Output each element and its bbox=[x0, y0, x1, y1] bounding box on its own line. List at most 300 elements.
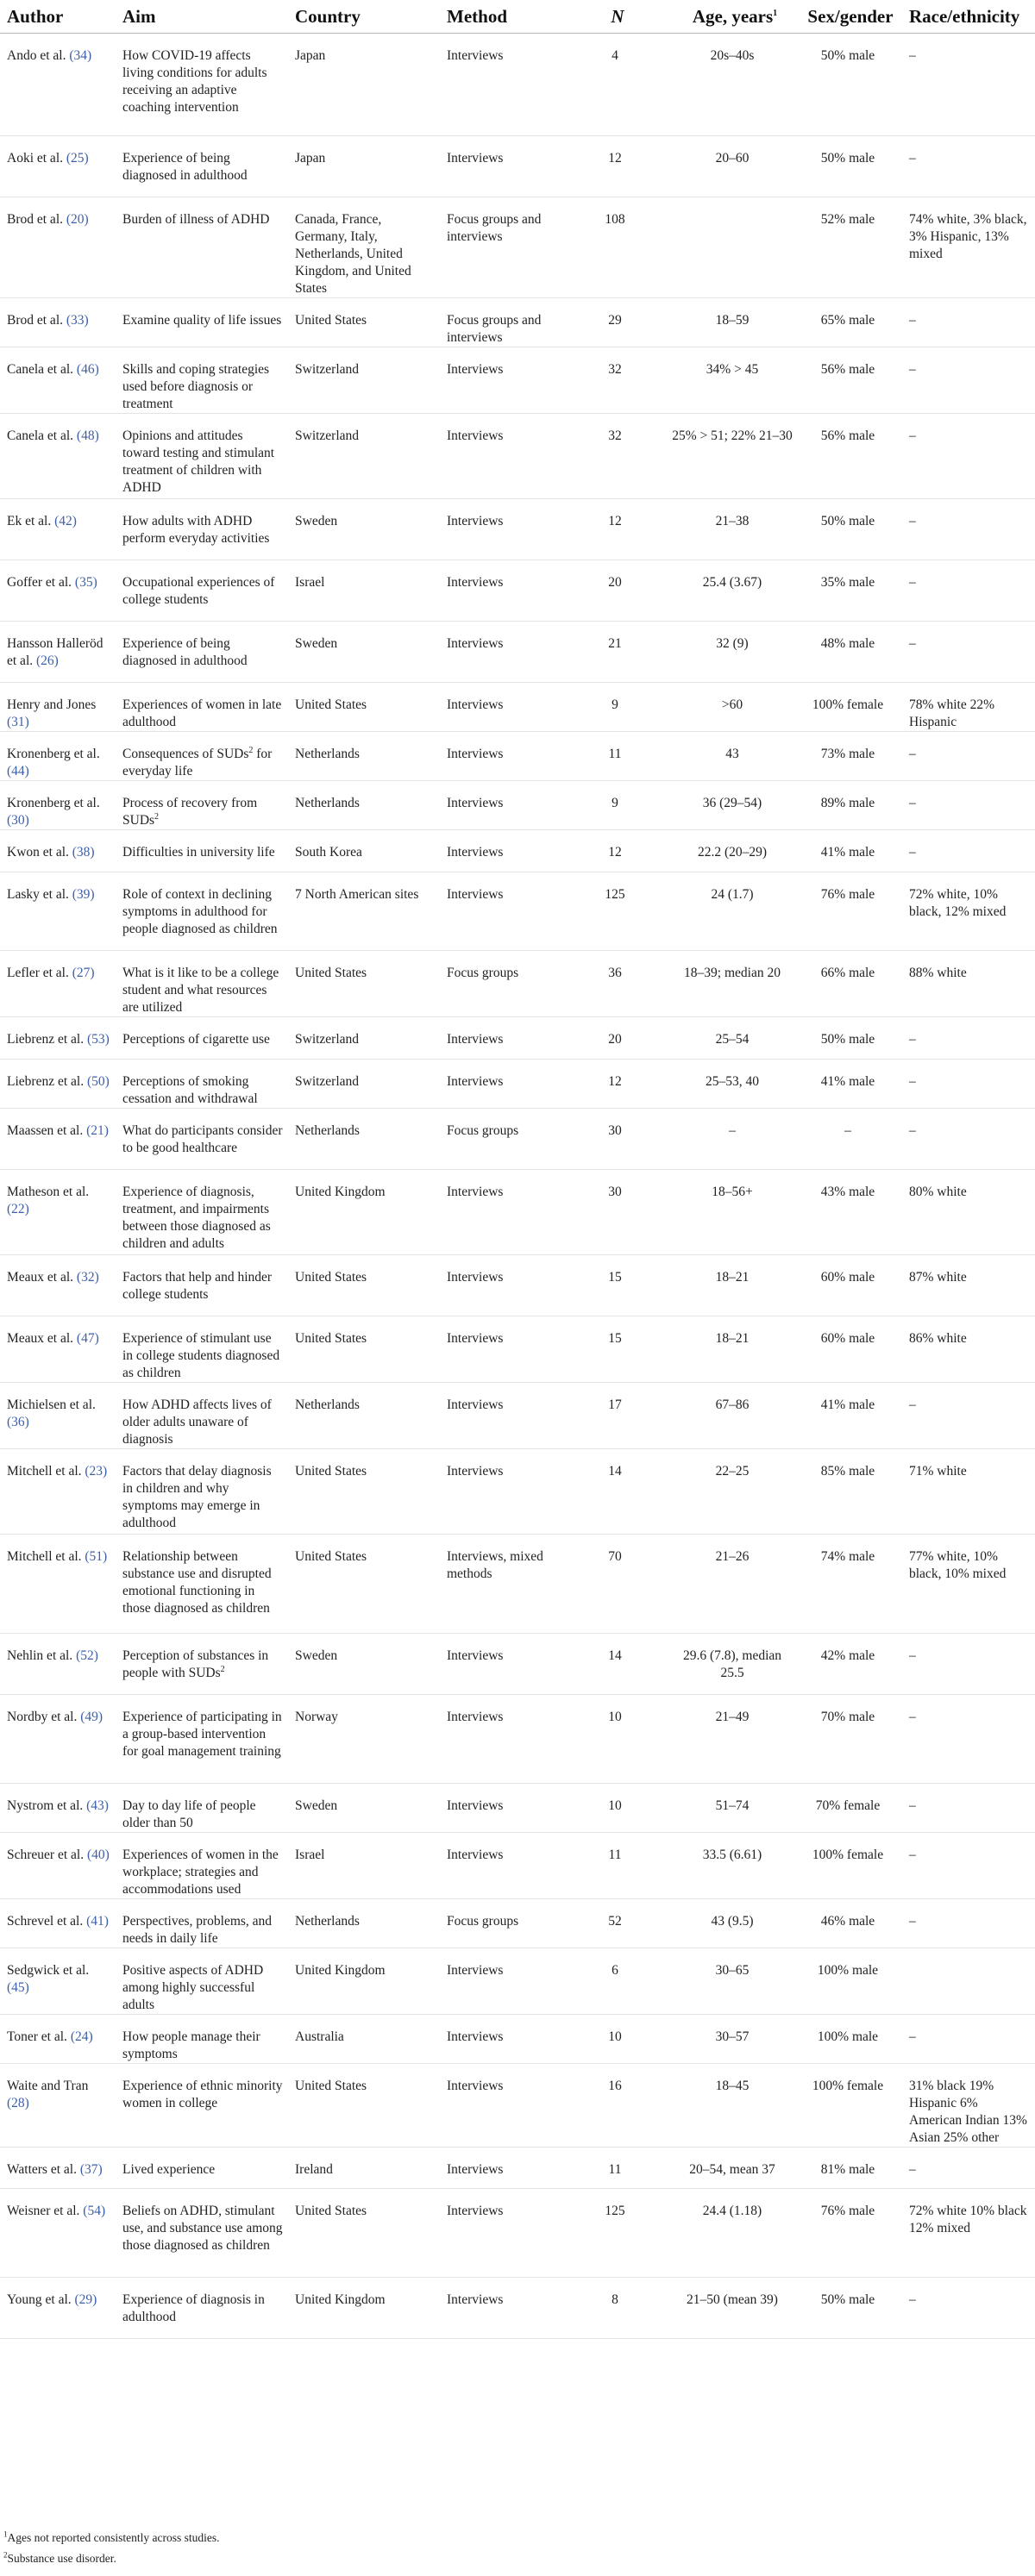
cell-author: Matheson et al. (22) bbox=[0, 1170, 116, 1255]
cell-age: – bbox=[671, 1109, 799, 1170]
citation-link[interactable]: (23) bbox=[85, 1464, 108, 1479]
table-row bbox=[0, 1109, 1035, 1170]
cell-race: – bbox=[902, 1634, 1035, 1695]
cell-aim: Positive aspects of ADHD among highly successful adults bbox=[116, 1948, 288, 2015]
cell-age: 21–50 (mean 39) bbox=[671, 2278, 799, 2339]
citation-link[interactable]: (37) bbox=[79, 2162, 103, 2177]
cell-age: 22–25 bbox=[671, 1449, 799, 1535]
cell-method: Interviews bbox=[440, 2064, 564, 2148]
citation-link[interactable]: (28) bbox=[7, 2096, 29, 2110]
cell-n: 11 bbox=[564, 1833, 671, 1899]
cell-n: 9 bbox=[564, 781, 671, 830]
cell-n: 10 bbox=[564, 2015, 671, 2064]
table-header-row bbox=[0, 0, 1035, 34]
cell-author: Kwon et al. (38) bbox=[0, 830, 116, 872]
table-row bbox=[0, 781, 1035, 830]
citation-link[interactable]: (30) bbox=[7, 813, 29, 828]
citation-link[interactable]: (34) bbox=[69, 48, 92, 63]
cell-country: Switzerland bbox=[288, 414, 440, 499]
cell-sex: 85% male bbox=[799, 1449, 902, 1535]
cell-method: Interviews bbox=[440, 1316, 564, 1383]
cell-age: 20–60 bbox=[671, 136, 799, 197]
cell-country: Israel bbox=[288, 1833, 440, 1899]
header-age: Age, years$^1$ bbox=[671, 0, 799, 34]
citation-link[interactable]: (39) bbox=[72, 887, 95, 902]
cell-sex: 48% male bbox=[799, 622, 902, 683]
citation-link[interactable]: (25) bbox=[66, 151, 89, 166]
cell-n: 8 bbox=[564, 2278, 671, 2339]
cell-aim: Perception of substances in people with SUDs$^2$ bbox=[116, 1634, 288, 1695]
cell-country: United States bbox=[288, 2064, 440, 2148]
cell-age: 43 (9.5) bbox=[671, 1899, 799, 1948]
table-row bbox=[0, 2064, 1035, 2148]
cell-aim: Opinions and attitudes toward testing and stimulant treatment of children with ADHD bbox=[116, 414, 288, 499]
cell-sex: 50% male bbox=[799, 34, 902, 136]
cell-method: Interviews bbox=[440, 2189, 564, 2278]
cell-age: 24 (1.7) bbox=[671, 872, 799, 951]
cell-author: Kronenberg et al. (44) bbox=[0, 732, 116, 781]
cell-aim: Occupational experiences of college students bbox=[116, 560, 288, 622]
cell-aim: How people manage their symptoms bbox=[116, 2015, 288, 2064]
cell-n: 12 bbox=[564, 830, 671, 872]
cell-sex: 73% male bbox=[799, 732, 902, 781]
cell-n: 4 bbox=[564, 34, 671, 136]
cell-sex: 60% male bbox=[799, 1316, 902, 1383]
cell-n: 108 bbox=[564, 197, 671, 298]
cell-sex: 35% male bbox=[799, 560, 902, 622]
cell-aim: What is it like to be a college student and what resources are utilized bbox=[116, 951, 288, 1017]
table-row bbox=[0, 197, 1035, 298]
cell-aim: Difficulties in university life bbox=[116, 830, 288, 872]
table-row bbox=[0, 872, 1035, 951]
cell-race bbox=[902, 1948, 1035, 2015]
cell-age: 67–86 bbox=[671, 1383, 799, 1449]
citation-link[interactable]: (35) bbox=[74, 575, 97, 590]
cell-aim: Experience of diagnosis, treatment, and impairments between those diagnosed as children and adults bbox=[116, 1170, 288, 1255]
cell-race: – bbox=[902, 622, 1035, 683]
citation-link[interactable]: (22) bbox=[7, 1202, 29, 1216]
cell-sex: 43% male bbox=[799, 1170, 902, 1255]
cell-sex: 50% male bbox=[799, 2278, 902, 2339]
cell-n: 20 bbox=[564, 1017, 671, 1060]
cell-author: Nordby et al. (49) bbox=[0, 1695, 116, 1784]
cell-aim: Perceptions of smoking cessation and withdrawal bbox=[116, 1060, 288, 1109]
table-row bbox=[0, 2278, 1035, 2339]
cell-author: Sedgwick et al. (45) bbox=[0, 1948, 116, 2015]
cell-method: Focus groups bbox=[440, 951, 564, 1017]
cell-country: Norway bbox=[288, 1695, 440, 1784]
cell-aim: Skills and coping strategies used before diagnosis or treatment bbox=[116, 347, 288, 414]
cell-author: Watters et al. (37) bbox=[0, 2148, 116, 2189]
cell-method: Interviews bbox=[440, 1170, 564, 1255]
cell-sex: 50% male bbox=[799, 499, 902, 560]
cell-sex: 100% female bbox=[799, 683, 902, 732]
cell-author: Nehlin et al. (52) bbox=[0, 1634, 116, 1695]
cell-sex: 41% male bbox=[799, 1060, 902, 1109]
cell-race: 86% white bbox=[902, 1316, 1035, 1383]
citation-link[interactable]: (52) bbox=[76, 1648, 98, 1663]
cell-method: Interviews bbox=[440, 1634, 564, 1695]
cell-author: Canela et al. (46) bbox=[0, 347, 116, 414]
cell-race: – bbox=[902, 499, 1035, 560]
cell-country: Sweden bbox=[288, 622, 440, 683]
table-row bbox=[0, 1383, 1035, 1449]
citation-link[interactable]: (20) bbox=[66, 212, 89, 227]
cell-country: United States bbox=[288, 683, 440, 732]
cell-age: 36 (29–54) bbox=[671, 781, 799, 830]
cell-author: Hansson Halleröd et al. (26) bbox=[0, 622, 116, 683]
cell-method: Interviews bbox=[440, 1948, 564, 2015]
table-row bbox=[0, 499, 1035, 560]
citation-link[interactable]: (45) bbox=[7, 1980, 29, 1995]
cell-sex: 46% male bbox=[799, 1899, 902, 1948]
table-row bbox=[0, 2189, 1035, 2278]
cell-race: 77% white, 10% black, 10% mixed bbox=[902, 1535, 1035, 1634]
cell-sex: 74% male bbox=[799, 1535, 902, 1634]
cell-method: Interviews bbox=[440, 622, 564, 683]
cell-country: Japan bbox=[288, 136, 440, 197]
cell-country: United Kingdom bbox=[288, 2278, 440, 2339]
cell-race: 74% white, 3% black, 3% Hispanic, 13% mixed bbox=[902, 197, 1035, 298]
cell-country: Netherlands bbox=[288, 732, 440, 781]
cell-method: Interviews bbox=[440, 1255, 564, 1316]
cell-sex: – bbox=[799, 1109, 902, 1170]
citation-link[interactable]: (21) bbox=[86, 1123, 109, 1138]
cell-author: Ando et al. (34) bbox=[0, 34, 116, 136]
citation-link[interactable]: (50) bbox=[86, 1074, 110, 1089]
cell-method: Focus groups bbox=[440, 1899, 564, 1948]
cell-n: 15 bbox=[564, 1255, 671, 1316]
table-row bbox=[0, 1316, 1035, 1383]
cell-author: Lefler et al. (27) bbox=[0, 951, 116, 1017]
cell-age: 18–59 bbox=[671, 298, 799, 347]
cell-n: 12 bbox=[564, 136, 671, 197]
cell-author: Liebrenz et al. (50) bbox=[0, 1060, 116, 1109]
cell-aim: Factors that help and hinder college students bbox=[116, 1255, 288, 1316]
cell-aim: Day to day life of people older than 50 bbox=[116, 1784, 288, 1833]
cell-method: Interviews bbox=[440, 2278, 564, 2339]
footnote-mark: 2 bbox=[154, 811, 160, 822]
cell-aim: How ADHD affects lives of older adults unaware of diagnosis bbox=[116, 1383, 288, 1449]
table-row bbox=[0, 298, 1035, 347]
cell-sex: 66% male bbox=[799, 951, 902, 1017]
cell-sex: 50% male bbox=[799, 136, 902, 197]
table-row bbox=[0, 622, 1035, 683]
table-row bbox=[0, 414, 1035, 499]
cell-author: Toner et al. (24) bbox=[0, 2015, 116, 2064]
citation-link[interactable]: (32) bbox=[76, 1270, 99, 1285]
table-row bbox=[0, 347, 1035, 414]
cell-aim: Experience of being diagnosed in adulthood bbox=[116, 136, 288, 197]
footnote: $^2$Substance use disorder. bbox=[3, 2550, 116, 2565]
cell-author: Schrevel et al. (41) bbox=[0, 1899, 116, 1948]
cell-race: – bbox=[902, 1784, 1035, 1833]
citation-link[interactable]: (48) bbox=[76, 428, 99, 443]
cell-author: Canela et al. (48) bbox=[0, 414, 116, 499]
cell-age: 33.5 (6.61) bbox=[671, 1833, 799, 1899]
header-author: Author bbox=[0, 0, 116, 34]
cell-method: Focus groups and interviews bbox=[440, 298, 564, 347]
cell-country: Sweden bbox=[288, 1634, 440, 1695]
cell-n: 6 bbox=[564, 1948, 671, 2015]
citation-link[interactable]: (54) bbox=[83, 2204, 106, 2218]
cell-sex: 70% male bbox=[799, 1695, 902, 1784]
table-row bbox=[0, 34, 1035, 136]
cell-aim: Perceptions of cigarette use bbox=[116, 1017, 288, 1060]
cell-country: Ireland bbox=[288, 2148, 440, 2189]
citation-link[interactable]: (42) bbox=[54, 514, 77, 528]
cell-age: 34% > 45 bbox=[671, 347, 799, 414]
cell-race: – bbox=[902, 414, 1035, 499]
cell-method: Interviews bbox=[440, 1695, 564, 1784]
cell-author: Meaux et al. (32) bbox=[0, 1255, 116, 1316]
citation-link[interactable]: (51) bbox=[85, 1549, 108, 1564]
cell-age: 25–53, 40 bbox=[671, 1060, 799, 1109]
cell-country: Netherlands bbox=[288, 1383, 440, 1449]
cell-author: Lasky et al. (39) bbox=[0, 872, 116, 951]
cell-race: 78% white 22% Hispanic bbox=[902, 683, 1035, 732]
footnote: $^1$Ages not reported consistently across studies. bbox=[3, 2529, 220, 2544]
cell-n: 52 bbox=[564, 1899, 671, 1948]
cell-author: Weisner et al. (54) bbox=[0, 2189, 116, 2278]
cell-method: Interviews bbox=[440, 136, 564, 197]
cell-n: 12 bbox=[564, 1060, 671, 1109]
cell-age: 30–57 bbox=[671, 2015, 799, 2064]
cell-aim: Relationship between substance use and disrupted emotional functioning in those diagnosed as children bbox=[116, 1535, 288, 1634]
cell-country: United States bbox=[288, 1316, 440, 1383]
cell-country: United States bbox=[288, 951, 440, 1017]
citation-link[interactable]: (36) bbox=[7, 1415, 29, 1429]
cell-n: 11 bbox=[564, 2148, 671, 2189]
citation-link[interactable]: (53) bbox=[86, 1032, 110, 1047]
cell-race: – bbox=[902, 781, 1035, 830]
cell-country: Canada, France, Germany, Italy, Netherlands, United Kingdom, and United States bbox=[288, 197, 440, 298]
header-n: N bbox=[564, 0, 671, 34]
cell-country: United States bbox=[288, 2189, 440, 2278]
cell-aim: Examine quality of life issues bbox=[116, 298, 288, 347]
cell-aim: Process of recovery from SUDs$^2$ bbox=[116, 781, 288, 830]
cell-race: – bbox=[902, 2015, 1035, 2064]
cell-age: 20s–40s bbox=[671, 34, 799, 136]
cell-n: 9 bbox=[564, 683, 671, 732]
cell-n: 11 bbox=[564, 732, 671, 781]
cell-method: Interviews bbox=[440, 830, 564, 872]
cell-aim: How COVID-19 affects living conditions for adults receiving an adaptive coaching intervention bbox=[116, 34, 288, 136]
cell-sex: 76% male bbox=[799, 872, 902, 951]
cell-sex: 60% male bbox=[799, 1255, 902, 1316]
header-race: Race/ethnicity bbox=[902, 0, 1035, 34]
cell-race: – bbox=[902, 1060, 1035, 1109]
cell-aim: Experience of diagnosis in adulthood bbox=[116, 2278, 288, 2339]
cell-aim: Factors that delay diagnosis in children and why symptoms may emerge in adulthood bbox=[116, 1449, 288, 1535]
cell-author: Aoki et al. (25) bbox=[0, 136, 116, 197]
cell-method: Interviews bbox=[440, 1784, 564, 1833]
cell-race: – bbox=[902, 560, 1035, 622]
cell-aim: Experience of ethnic minority women in college bbox=[116, 2064, 288, 2148]
cell-race: – bbox=[902, 732, 1035, 781]
cell-aim: Role of context in declining symptoms in adulthood for people diagnosed as children bbox=[116, 872, 288, 951]
cell-country: South Korea bbox=[288, 830, 440, 872]
citation-link[interactable]: (24) bbox=[70, 2029, 93, 2044]
cell-author: Nystrom et al. (43) bbox=[0, 1784, 116, 1833]
cell-race: – bbox=[902, 34, 1035, 136]
cell-n: 10 bbox=[564, 1784, 671, 1833]
cell-country: Netherlands bbox=[288, 1899, 440, 1948]
cell-age: 51–74 bbox=[671, 1784, 799, 1833]
citation-link[interactable]: (29) bbox=[74, 2292, 97, 2307]
cell-n: 21 bbox=[564, 622, 671, 683]
cell-aim: What do participants consider to be good healthcare bbox=[116, 1109, 288, 1170]
cell-aim: Experience of being diagnosed in adulthood bbox=[116, 622, 288, 683]
cell-sex: 65% male bbox=[799, 298, 902, 347]
cell-n: 17 bbox=[564, 1383, 671, 1449]
cell-race: – bbox=[902, 1833, 1035, 1899]
header-aim: Aim bbox=[116, 0, 288, 34]
table-row bbox=[0, 2015, 1035, 2064]
cell-author: Mitchell et al. (23) bbox=[0, 1449, 116, 1535]
cell-aim: Consequences of SUDs$^2$ for everyday life bbox=[116, 732, 288, 781]
cell-race: 71% white bbox=[902, 1449, 1035, 1535]
cell-age: 18–56+ bbox=[671, 1170, 799, 1255]
table-row bbox=[0, 683, 1035, 732]
cell-method: Interviews bbox=[440, 1449, 564, 1535]
cell-race: – bbox=[902, 136, 1035, 197]
cell-country: Australia bbox=[288, 2015, 440, 2064]
cell-country: United Kingdom bbox=[288, 1948, 440, 2015]
cell-n: 14 bbox=[564, 1634, 671, 1695]
citation-link[interactable]: (27) bbox=[72, 966, 95, 980]
cell-method: Interviews bbox=[440, 1833, 564, 1899]
cell-sex: 100% female bbox=[799, 2064, 902, 2148]
cell-method: Interviews bbox=[440, 872, 564, 951]
cell-sex: 81% male bbox=[799, 2148, 902, 2189]
cell-race: – bbox=[902, 2148, 1035, 2189]
cell-method: Interviews bbox=[440, 560, 564, 622]
citation-link[interactable]: (47) bbox=[76, 1331, 99, 1346]
cell-age: >60 bbox=[671, 683, 799, 732]
cell-aim: How adults with ADHD perform everyday activities bbox=[116, 499, 288, 560]
cell-age bbox=[671, 197, 799, 298]
citation-link[interactable]: (40) bbox=[86, 1848, 110, 1862]
cell-age: 30–65 bbox=[671, 1948, 799, 2015]
cell-n: 36 bbox=[564, 951, 671, 1017]
cell-n: 14 bbox=[564, 1449, 671, 1535]
table-row bbox=[0, 1255, 1035, 1316]
cell-age: 18–21 bbox=[671, 1316, 799, 1383]
cell-author: Young et al. (29) bbox=[0, 2278, 116, 2339]
cell-sex: 100% male bbox=[799, 1948, 902, 2015]
cell-author: Goffer et al. (35) bbox=[0, 560, 116, 622]
cell-method: Interviews bbox=[440, 732, 564, 781]
cell-age: 21–49 bbox=[671, 1695, 799, 1784]
cell-age: 25% > 51; 22% 21–30 bbox=[671, 414, 799, 499]
cell-country: Sweden bbox=[288, 1784, 440, 1833]
cell-aim: Experience of participating in a group-based intervention for goal management training bbox=[116, 1695, 288, 1784]
cell-aim: Experience of stimulant use in college students diagnosed as children bbox=[116, 1316, 288, 1383]
cell-age: 20–54, mean 37 bbox=[671, 2148, 799, 2189]
citation-link[interactable]: (43) bbox=[86, 1798, 109, 1813]
cell-n: 10 bbox=[564, 1695, 671, 1784]
cell-method: Interviews bbox=[440, 1383, 564, 1449]
cell-n: 125 bbox=[564, 2189, 671, 2278]
cell-race: 31% black 19% Hispanic 6% American Indian 13% Asian 25% other bbox=[902, 2064, 1035, 2148]
table-row bbox=[0, 951, 1035, 1017]
cell-country: United States bbox=[288, 298, 440, 347]
cell-method: Interviews bbox=[440, 2015, 564, 2064]
citation-link[interactable]: (44) bbox=[7, 764, 29, 778]
cell-author: Waite and Tran (28) bbox=[0, 2064, 116, 2148]
cell-race: 72% white, 10% black, 12% mixed bbox=[902, 872, 1035, 951]
cell-author: Schreuer et al. (40) bbox=[0, 1833, 116, 1899]
cell-n: 30 bbox=[564, 1170, 671, 1255]
cell-n: 70 bbox=[564, 1535, 671, 1634]
cell-country: Netherlands bbox=[288, 1109, 440, 1170]
cell-age: 25.4 (3.67) bbox=[671, 560, 799, 622]
cell-race: – bbox=[902, 1017, 1035, 1060]
cell-age: 43 bbox=[671, 732, 799, 781]
cell-author: Maassen et al. (21) bbox=[0, 1109, 116, 1170]
cell-age: 29.6 (7.8), median 25.5 bbox=[671, 1634, 799, 1695]
cell-race: – bbox=[902, 830, 1035, 872]
table-row bbox=[0, 2148, 1035, 2189]
cell-sex: 89% male bbox=[799, 781, 902, 830]
cell-author: Brod et al. (20) bbox=[0, 197, 116, 298]
table-row bbox=[0, 1060, 1035, 1109]
table-row bbox=[0, 732, 1035, 781]
cell-country: Switzerland bbox=[288, 1060, 440, 1109]
cell-n: 125 bbox=[564, 872, 671, 951]
table-row bbox=[0, 830, 1035, 872]
citation-link[interactable]: (26) bbox=[36, 653, 59, 668]
cell-author: Meaux et al. (47) bbox=[0, 1316, 116, 1383]
cell-aim: Perspectives, problems, and needs in daily life bbox=[116, 1899, 288, 1948]
cell-n: 30 bbox=[564, 1109, 671, 1170]
cell-country: Sweden bbox=[288, 499, 440, 560]
cell-age: 25–54 bbox=[671, 1017, 799, 1060]
cell-race: 88% white bbox=[902, 951, 1035, 1017]
cell-author: Kronenberg et al. (30) bbox=[0, 781, 116, 830]
citation-link[interactable]: (33) bbox=[66, 313, 89, 328]
table-row bbox=[0, 1634, 1035, 1695]
cell-race: – bbox=[902, 1109, 1035, 1170]
header-country: Country bbox=[288, 0, 440, 34]
cell-aim: Experiences of women in the workplace; strategies and accommodations used bbox=[116, 1833, 288, 1899]
cell-method: Interviews bbox=[440, 1060, 564, 1109]
cell-author: Henry and Jones (31) bbox=[0, 683, 116, 732]
citation-link[interactable]: (46) bbox=[76, 362, 99, 377]
footnote-mark: 2 bbox=[220, 1664, 225, 1674]
cell-sex: 100% female bbox=[799, 1833, 902, 1899]
citation-link[interactable]: (31) bbox=[7, 715, 29, 729]
cell-race: – bbox=[902, 298, 1035, 347]
cell-age: 21–26 bbox=[671, 1535, 799, 1634]
table-row bbox=[0, 1948, 1035, 2015]
cell-aim: Lived experience bbox=[116, 2148, 288, 2189]
cell-author: Michielsen et al. (36) bbox=[0, 1383, 116, 1449]
cell-method: Interviews bbox=[440, 499, 564, 560]
cell-sex: 56% male bbox=[799, 414, 902, 499]
cell-n: 16 bbox=[564, 2064, 671, 2148]
citation-link[interactable]: (49) bbox=[80, 1710, 104, 1724]
cell-method: Interviews bbox=[440, 2148, 564, 2189]
cell-age: 24.4 (1.18) bbox=[671, 2189, 799, 2278]
cell-sex: 76% male bbox=[799, 2189, 902, 2278]
citation-link[interactable]: (38) bbox=[72, 845, 95, 860]
citation-link[interactable]: (41) bbox=[86, 1914, 109, 1929]
cell-country: Switzerland bbox=[288, 347, 440, 414]
cell-author: Ek et al. (42) bbox=[0, 499, 116, 560]
cell-n: 32 bbox=[564, 414, 671, 499]
